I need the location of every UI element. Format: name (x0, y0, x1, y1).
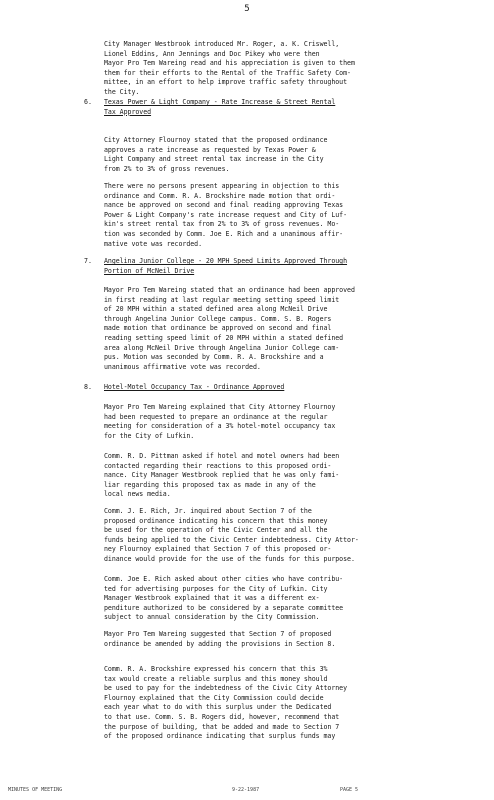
item-8-heading: Hotel-Motel Occupancy Tax - Ordinance Approved (104, 383, 285, 391)
footer-right: PAGE 5 (340, 787, 359, 793)
intro-paragraph: City Manager Westbrook introduced Mr. Roger, a. K. Criswell, Lionel Eddins, Ann Jennings and Doc Pikey who were then Mayor Pro Tem Wareing read and his appreciation is given to them them for their efforts to the Rental of the Traffic Safety Com- mittee, in an effort to help improve traffic safety throughout the City. (104, 40, 355, 96)
item-8-paragraph-6: Comm. R. A. Brockshire expressed his concern that this 3% tax would create a reliable surplus and this money should be used to pay for the indebtedness of the Civic City Attorney Flournoy explained that the City Commission could decide each year what to do with this surplus under the Dedicated to that use. Comm. S. B. Rogers did, however, recommend that the purpose of building, that be added and made to Section 7 of the proposed ordinance indicating that surplus funds may (104, 665, 348, 741)
item-8-paragraph-4: Comm. Joe E. Rich asked about other cities who have contribu- ted for advertising purposes for the City of Lufkin. City Manager Westbrook explained that it was a different ex- penditure authorized to be considered by a separate committee subject to annual consideration by the City Commission. (104, 575, 344, 622)
item-8-paragraph-1: Mayor Pro Tem Wareing explained that City Attorney Flournoy had been requested to prepare an ordinance at the regular meeting for consideration of a 3% hotel-motel occupancy tax for the City of Lufkin. (104, 403, 336, 440)
item-8-paragraph-5: Mayor Pro Tem Wareing suggested that Section 7 of proposed ordinance be amended by adding the provisions in Section 8. (104, 630, 336, 648)
item-6-paragraph-1: City Attorney Flournoy stated that the proposed ordinance approves a rate increase as requested by Texas Power & Light Company and street rental tax increase in the City from 2% to 3% of gross revenues. (104, 136, 328, 173)
item-7-number: 7. (84, 257, 92, 265)
item-6-number: 6. (84, 98, 92, 106)
footer-center: 9-22-1987 (232, 787, 260, 793)
item-8-paragraph-2: Comm. R. D. Pittman asked if hotel and motel owners had been contacted regarding their reactions to this proposed ordi- nance. City Manager Westbrook replied that he was only fami- liar regarding this proposed tax as made in any of the local news media. (104, 452, 340, 499)
footer-left: MINUTES OF MEETING (8, 787, 63, 793)
item-8-number: 8. (84, 383, 92, 391)
page-number: 5 (244, 4, 250, 14)
item-7-paragraph-1: Mayor Pro Tem Wareing stated that an ordinance had been approved in first reading at last regular meeting setting speed limit of 20 MPH within a stated defined area along McNeil Drive through Angelina Junior College campus. Comm. S. B. Rogers made motion that ordinance be approved on second and final reading setting speed limit of 20 MPH within a stated defined area along McNeil Drive through Angelina Junior College cam- pus. Motion was seconded by Comm. R. A. Brockshire and a unanimous affirmative vote was recorded. (104, 286, 355, 371)
item-6-heading: Texas Power & Light Company - Rate Increase & Street Rental Tax Approved (104, 98, 336, 116)
item-6-paragraph-2: There were no persons present appearing in objection to this ordinance and Comm. R. A. Brockshire made motion that ordi- nance be approved on second and final reading approving Texas Power & Light Company's rate increase request and City of Luf- kin's street rental tax from 2% to 3% of gross revenues. Mo- tion was seconded by Comm. Joe E. Rich and a unanimous affir- mative vote was recorded. (104, 182, 348, 248)
item-8-paragraph-3: Comm. J. E. Rich, Jr. inquired about Section 7 of the proposed ordinance indicating his concern that this money be used for the operation of the Civic Center and all the funds being applied to the Civic Center indebtedness. City Attor- ney Flournoy explained that Section 7 of this proposed or- dinance would provide for the use of the funds for this purpose. (104, 507, 359, 563)
item-7-heading: Angelina Junior College - 20 MPH Speed Limits Approved Through Portion of McNeil Drive (104, 257, 348, 275)
